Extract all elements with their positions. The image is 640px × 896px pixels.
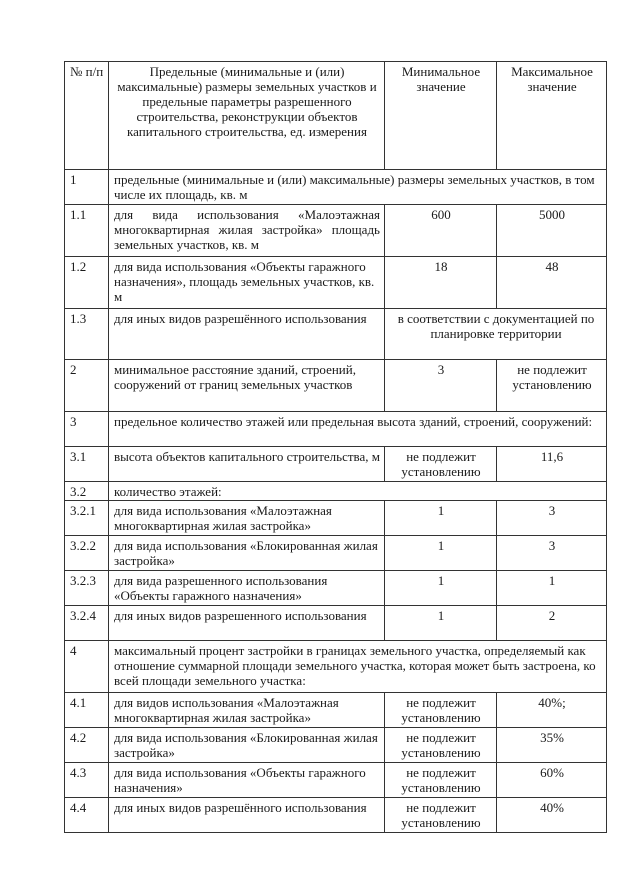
row-text: для вида использования «Блокированная жилая застройка» — [109, 536, 385, 571]
table-row — [65, 501, 607, 536]
table-row — [65, 412, 607, 447]
parameters-table — [64, 61, 607, 833]
row-max-value: 48 — [497, 257, 607, 309]
row-number: 3.2.2 — [65, 536, 109, 571]
row-number: 4.3 — [65, 763, 109, 798]
table-row — [65, 309, 607, 360]
row-max-value: 3 — [497, 536, 607, 571]
table-row — [65, 693, 607, 728]
row-section-text: предельное количество этажей или предельная высота зданий, строений, сооружений: — [109, 412, 607, 447]
row-min-value: не подлежит установлению — [385, 693, 497, 728]
row-number: 2 — [65, 360, 109, 412]
row-section-text: максимальный процент застройки в границах земельного участка, определяемый как отношение суммарной площади земельного участка, которая может быть застроена, ко всей площади земельного участка: — [109, 641, 607, 693]
header-min-value: Минимальное значение — [385, 62, 497, 170]
row-number: 1.1 — [65, 205, 109, 257]
row-text: для иных видов разрешенного использования — [109, 606, 385, 641]
row-max-value: 1 — [497, 571, 607, 606]
row-number: 1.2 — [65, 257, 109, 309]
row-min-value: 600 — [385, 205, 497, 257]
table-row — [65, 482, 607, 501]
table-row — [65, 536, 607, 571]
row-text: для вида использования «Малоэтажная многоквартирная жилая застройка» площадь земельных участков, кв. м — [109, 205, 385, 257]
row-text: для видов использования «Малоэтажная многоквартирная жилая застройка» — [109, 693, 385, 728]
row-text: для вида использования «Малоэтажная многоквартирная жилая застройка» — [109, 501, 385, 536]
row-section-text: предельные (минимальные и (или) максимальные) размеры земельных участков, в том числе их площадь, кв. м — [109, 170, 607, 205]
table-row — [65, 205, 607, 257]
row-min-value: 3 — [385, 360, 497, 412]
row-max-value: 40% — [497, 798, 607, 833]
row-min-value: не подлежит установлению — [385, 763, 497, 798]
row-number: 3.2 — [65, 482, 109, 501]
row-number: 3.2.3 — [65, 571, 109, 606]
row-min-value: не подлежит установлению — [385, 798, 497, 833]
row-max-value: 60% — [497, 763, 607, 798]
row-number: 3.2.4 — [65, 606, 109, 641]
row-text: для вида использования «Блокированная жилая застройка» — [109, 728, 385, 763]
row-number: 4.2 — [65, 728, 109, 763]
table-header-row — [65, 62, 607, 170]
table-row — [65, 641, 607, 693]
table-row — [65, 447, 607, 482]
table-row — [65, 763, 607, 798]
row-max-value: 3 — [497, 501, 607, 536]
row-section-text: количество этажей: — [109, 482, 607, 501]
row-text: для иных видов разрешённого использования — [109, 309, 385, 360]
header-parameter: Предельные (минимальные и (или) максимальные) размеры земельных участков и предельные параметры разрешенного строительства, реконструкции объектов капитального строительства, ед. измерения — [109, 62, 385, 170]
row-number: 1 — [65, 170, 109, 205]
row-number: 3 — [65, 412, 109, 447]
row-max-value: 40%; — [497, 693, 607, 728]
row-min-value: 1 — [385, 606, 497, 641]
row-number: 4.1 — [65, 693, 109, 728]
header-number: № п/п — [65, 62, 109, 170]
row-max-value: 35% — [497, 728, 607, 763]
row-max-value: не подлежит установлению — [497, 360, 607, 412]
row-merged-value: в соответствии с документацией по планировке территории — [385, 309, 607, 360]
table-row — [65, 571, 607, 606]
row-text: для вида разрешенного использования «Объекты гаражного назначения» — [109, 571, 385, 606]
row-min-value: 1 — [385, 501, 497, 536]
row-text: высота объектов капитального строительства, м — [109, 447, 385, 482]
row-number: 3.1 — [65, 447, 109, 482]
row-text: для иных видов разрешённого использования — [109, 798, 385, 833]
row-min-value: не подлежит установлению — [385, 447, 497, 482]
row-number: 3.2.1 — [65, 501, 109, 536]
row-max-value: 5000 — [497, 205, 607, 257]
row-text: для вида использования «Объекты гаражного назначения», площадь земельных участков, кв. м — [109, 257, 385, 309]
row-max-value: 11,6 — [497, 447, 607, 482]
row-number: 4 — [65, 641, 109, 693]
row-min-value: 1 — [385, 571, 497, 606]
table-row — [65, 728, 607, 763]
row-number: 1.3 — [65, 309, 109, 360]
row-min-value: 18 — [385, 257, 497, 309]
row-number: 4.4 — [65, 798, 109, 833]
table-row — [65, 606, 607, 641]
table-row — [65, 170, 607, 205]
row-min-value: не подлежит установлению — [385, 728, 497, 763]
row-text: для вида использования «Объекты гаражного назначения» — [109, 763, 385, 798]
table-row — [65, 798, 607, 833]
header-max-value: Максимальное значение — [497, 62, 607, 170]
table-row — [65, 257, 607, 309]
table-row — [65, 360, 607, 412]
row-text: минимальное расстояние зданий, строений, сооружений от границ земельных участков — [109, 360, 385, 412]
row-max-value: 2 — [497, 606, 607, 641]
row-min-value: 1 — [385, 536, 497, 571]
